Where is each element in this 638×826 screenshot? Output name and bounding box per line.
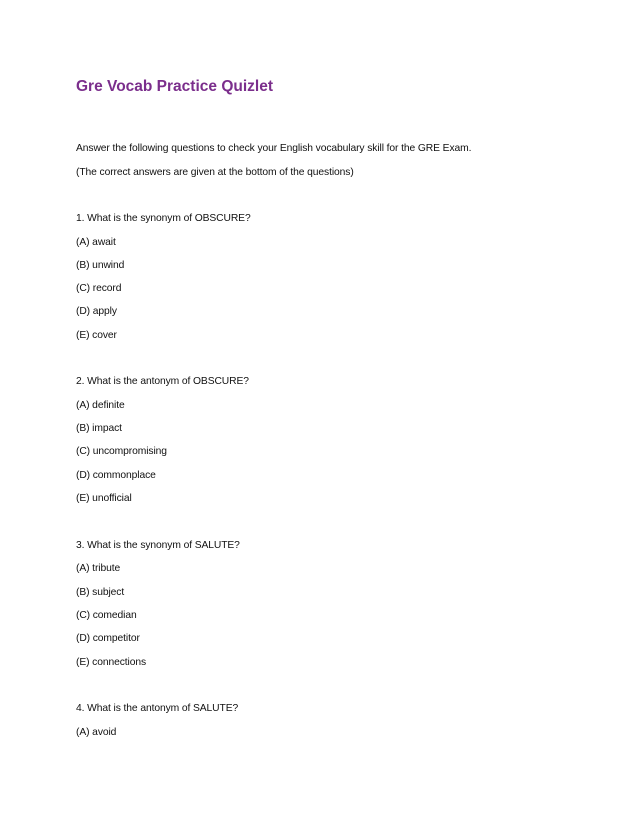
question-2-option-e: (E) unofficial <box>76 493 132 504</box>
question-3: 3. What is the synonym of SALUTE? <box>76 540 240 551</box>
question-1: 1. What is the synonym of OBSCURE? <box>76 213 251 224</box>
question-3-option-e: (E) connections <box>76 657 147 668</box>
question-1-option-b: (B) unwind <box>76 260 125 271</box>
question-2: 2. What is the antonym of OBSCURE? <box>76 376 249 387</box>
question-1-option-d: (D) apply <box>76 306 117 317</box>
question-4: 4. What is the antonym of SALUTE? <box>76 703 239 714</box>
question-1-option-e: (E) cover <box>76 330 117 341</box>
question-3-option-c: (C) comedian <box>76 610 137 621</box>
question-2-option-c: (C) uncompromising <box>76 446 167 457</box>
answers-note: (The correct answers are given at the bottom of the questions) <box>76 167 354 178</box>
question-3-option-b: (B) subject <box>76 587 125 598</box>
question-1-option-a: (A) await <box>76 237 116 248</box>
question-4-option-a: (A) avoid <box>76 727 117 738</box>
question-2-option-a: (A) definite <box>76 400 125 411</box>
question-2-option-b: (B) impact <box>76 423 122 434</box>
question-2-option-d: (D) commonplace <box>76 470 156 481</box>
question-1-option-c: (C) record <box>76 283 122 294</box>
document-title: Gre Vocab Practice Quizlet <box>76 78 273 95</box>
question-3-option-a: (A) tribute <box>76 563 121 574</box>
question-3-option-d: (D) competitor <box>76 633 140 644</box>
intro-text: Answer the following questions to check your English vocabulary skill for the GRE Exam. <box>76 143 472 154</box>
